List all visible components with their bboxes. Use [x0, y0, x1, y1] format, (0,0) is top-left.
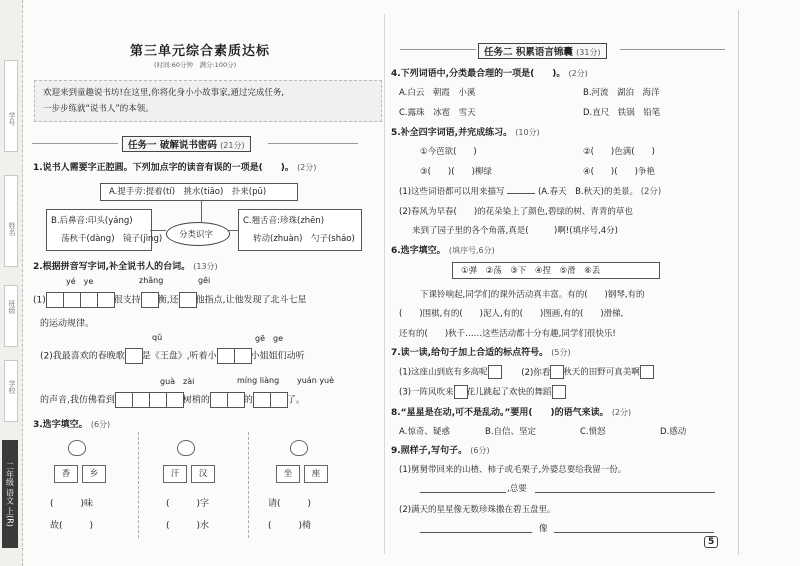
q2-text: 小姐姐们动听	[250, 351, 305, 362]
write-box[interactable]	[63, 292, 81, 308]
answer-line[interactable]	[420, 492, 506, 493]
q7-text: 秋天的田野可真美啊	[563, 367, 640, 378]
pinyin-hint: yé ye	[66, 277, 94, 286]
q7-line1	[399, 365, 653, 379]
question-3-text: 3.选字填空。	[33, 420, 88, 430]
write-box[interactable]	[141, 292, 159, 308]
intro-line: 欢迎来到童趣说书坊!在这里,你将化身小小故事家,通过完成任务,	[43, 88, 285, 98]
q7-text: (3)一阵风吹来	[399, 387, 454, 398]
option-c-line1: C.翘舌音:珍珠(zhēn)	[243, 216, 325, 226]
write-box[interactable]	[46, 292, 64, 308]
write-box[interactable]	[210, 392, 228, 408]
q7-text: (1)这座山到底有多高呢	[399, 367, 488, 378]
question-5-text: 5.补全四字词语,并完成练习。	[391, 128, 513, 138]
option-c-line2: 转动(zhuàn) 勺子(sháo)	[253, 234, 355, 244]
task2-name: 积累语言锦囊	[515, 47, 573, 58]
question-7-points: (5分)	[551, 348, 571, 357]
question-6-text: 6.选字填空。	[391, 246, 446, 256]
divider	[32, 143, 118, 144]
question-9-text: 9.照样子,写句子。	[391, 446, 468, 456]
q7-text: 花儿跳起了欢快的舞蹈	[466, 387, 552, 398]
char-card: 坐	[276, 465, 300, 483]
write-box[interactable]	[217, 348, 235, 364]
page-edge	[738, 10, 739, 555]
divider	[268, 143, 358, 144]
question-3	[33, 417, 110, 430]
option-a[interactable]: A.惊奇、疑惑	[399, 427, 450, 437]
q2-text: 是《王盘》,听着小	[141, 351, 217, 362]
char-card: 座	[304, 465, 328, 483]
page-number: 5	[704, 536, 718, 548]
pinyin-hint: guà zài	[160, 377, 195, 386]
q5-sub1	[399, 185, 661, 197]
answer-line[interactable]	[554, 532, 714, 533]
task2-points: (31分)	[576, 48, 601, 57]
q7-text: (2)你看	[521, 367, 551, 378]
group-divider	[248, 432, 249, 538]
char-card: 乡	[82, 465, 106, 483]
school-label: 学校	[8, 380, 16, 394]
q2-text: 树梢的	[182, 395, 210, 406]
q2-text: 衡,还	[157, 295, 179, 306]
write-box[interactable]	[132, 392, 150, 408]
q2-text: (1)	[33, 295, 46, 306]
pinyin-hint: qǔ	[152, 333, 163, 342]
q6-text: 还有的( )秋千……这些活动都十分有趣,同学们很快乐!	[399, 329, 616, 339]
task2-header	[478, 43, 607, 59]
char-card: 汉	[191, 465, 215, 483]
pinyin-hint: yuán yuè	[297, 376, 335, 385]
name-box[interactable]	[4, 175, 18, 267]
column-divider	[384, 14, 385, 554]
option-d[interactable]: D.感动	[660, 427, 687, 437]
task1-label: 任务一	[128, 140, 157, 151]
option-b-line1: B.后鼻音:印头(yáng)	[51, 216, 133, 226]
question-7	[391, 345, 571, 358]
question-8-points: (2分)	[611, 408, 632, 417]
idiom-blank[interactable]: ④( )( )争艳	[583, 167, 655, 177]
write-box[interactable]	[125, 348, 143, 364]
question-4	[391, 66, 588, 79]
chick-icon	[177, 440, 195, 456]
fill-blank[interactable]: ( )字	[166, 499, 210, 509]
q9-example: (2)满天的星星像无数珍珠撒在碧玉盘里。	[399, 505, 556, 515]
idiom-blank[interactable]: ③( )( )柳绿	[420, 167, 492, 177]
name-label: 姓名	[8, 222, 16, 236]
student-id-box[interactable]	[4, 60, 18, 152]
write-box[interactable]	[270, 392, 288, 408]
write-box[interactable]	[227, 392, 245, 408]
fill-blank[interactable]: 请( )	[268, 499, 312, 509]
pinyin-hint: gē ge	[255, 334, 283, 343]
q2-text: 他指点,让他发现了北斗七星	[195, 295, 307, 306]
char-card: 汗	[163, 465, 187, 483]
intro-box	[34, 80, 382, 122]
question-8	[391, 405, 631, 418]
center-label: 分类识字	[179, 230, 214, 240]
question-8-text: 8.“星星是在动,可不是乱动。”要用( )的语气来读。	[391, 408, 609, 418]
question-2-points: (13分)	[193, 262, 218, 271]
option-c-box[interactable]	[238, 209, 362, 251]
fill-blank[interactable]: 故( )	[50, 521, 94, 531]
divider	[400, 49, 476, 50]
option-b[interactable]: B.河流 湖泊 海洋	[583, 88, 660, 98]
answer-line[interactable]	[420, 532, 532, 533]
class-label: 班级	[8, 300, 16, 314]
fill-blank[interactable]: ( )椅	[268, 521, 312, 531]
question-3-points: (6分)	[90, 420, 111, 429]
group-divider	[138, 432, 139, 538]
question-4-points: (2分)	[568, 69, 588, 78]
write-box[interactable]	[253, 392, 271, 408]
question-1-points: (2分)	[297, 163, 317, 172]
q5-text: (A.春天 B.秋天)的美景。	[537, 187, 638, 197]
q2-text: (2)我最喜欢的春晚歌	[40, 351, 125, 362]
chick-icon	[290, 440, 308, 456]
question-6-points: (填序号,6分)	[448, 246, 495, 255]
chick-icon	[68, 440, 86, 456]
grade-tab: 二年级 语文 上(R)	[2, 440, 18, 548]
option-c[interactable]: C.愤怒	[580, 427, 606, 437]
word-bank	[452, 262, 660, 279]
task1-name: 破解说书密码	[159, 140, 217, 151]
answer-line[interactable]	[535, 492, 715, 493]
q2-text: 的	[243, 395, 253, 406]
option-c[interactable]: C.露珠 冰雹 雪天	[399, 108, 476, 118]
question-7-text: 7.读一读,给句子加上合适的标点符号。	[391, 348, 549, 358]
time-score-info: (时间:60分钟 满分:100分)	[154, 61, 237, 69]
q2-line1	[33, 292, 307, 308]
center-oval	[166, 222, 230, 246]
write-box[interactable]	[97, 292, 115, 308]
intro-line: 一步步练就“说书人”的本领。	[43, 104, 154, 114]
write-box[interactable]	[149, 392, 167, 408]
page-title: 第三单元综合素质达标	[130, 44, 271, 59]
divider	[620, 49, 725, 50]
option-a[interactable]: A.白云 朝霞 小溪	[399, 88, 476, 98]
write-box[interactable]	[234, 348, 252, 364]
question-5-points: (10分)	[515, 128, 540, 137]
question-9	[391, 443, 490, 456]
answer-line[interactable]	[507, 193, 535, 194]
task1-points: (21分)	[220, 141, 245, 150]
binding-strip	[0, 0, 23, 566]
class-box[interactable]	[4, 285, 18, 347]
q2-line3	[40, 392, 305, 408]
connector	[228, 230, 238, 231]
task1-header	[122, 136, 251, 152]
punct-box[interactable]	[552, 385, 566, 399]
write-box[interactable]	[166, 392, 184, 408]
question-1-text: 1.说书人需要字正腔圆。下列加点字的读音有误的一项是( )。	[33, 163, 294, 173]
q9-prompt: ,总要	[507, 484, 527, 494]
q2-text: 了。	[286, 395, 305, 406]
word-bank-options: ①弹 ②荡 ③下 ④捏 ⑤滑 ⑥丢	[461, 266, 601, 276]
punct-box[interactable]	[640, 365, 654, 379]
fill-blank[interactable]: ( )水	[166, 521, 210, 531]
question-2-text: 2.根据拼音写字词,补全说书人的台词。	[33, 262, 191, 272]
question-6	[391, 243, 495, 256]
char-card: 香	[54, 465, 78, 483]
q9-prompt: 像	[539, 524, 548, 534]
write-box[interactable]	[179, 292, 197, 308]
question-5	[391, 125, 540, 138]
q6-text: 下课铃响起,同学们的课外活动真丰富。有的( )钢琴,有的	[420, 290, 645, 300]
write-box[interactable]	[80, 292, 98, 308]
option-b[interactable]: B.自信、坚定	[485, 427, 537, 437]
q6-text: ( )围棋,有的( )泥人,有的( )图画,有的( )滑梯,	[399, 309, 624, 319]
q9-example: (1)舅舅带回来的山楂、柿子或毛栗子,外婆总要给我留一份。	[399, 465, 627, 475]
q2-line2	[40, 348, 305, 364]
option-b-box[interactable]	[46, 209, 163, 251]
fill-blank[interactable]: ( )味	[50, 499, 94, 509]
question-9-points: (6分)	[470, 446, 490, 455]
write-box[interactable]	[115, 392, 133, 408]
q5-points: (2分)	[640, 187, 662, 197]
student-id-label: 学号	[8, 112, 16, 126]
q5-text: (1)这些词语都可以用来描写	[399, 187, 505, 197]
option-d[interactable]: D.直尺 铁锅 铅笔	[583, 108, 661, 118]
pinyin-hint: zhǎng	[139, 276, 164, 285]
q2-text: 的声音,我仿佛看到	[40, 395, 115, 406]
question-2	[33, 259, 218, 272]
option-a-text: A.提手旁:提着(tí) 挑水(tiāo) 扑来(pū)	[109, 187, 267, 197]
idiom-blank[interactable]: ①今芭欲( )	[420, 147, 477, 157]
punct-box[interactable]	[488, 365, 502, 379]
question-1	[33, 160, 316, 173]
task2-label: 任务二	[484, 47, 513, 58]
pinyin-hint: gēi	[198, 276, 211, 285]
q5-text: 来到了园子里的各个角落,真是( )啊!(填序号,4分)	[412, 226, 618, 236]
punct-box[interactable]	[454, 385, 468, 399]
connector	[150, 230, 166, 231]
option-b-line2: 荡秋千(dàng) 镜子(jìng)	[61, 234, 163, 244]
q5-text: (2)春风为早春( )的花朵染上了颜色,碧绿的树、青青的草也	[399, 207, 633, 217]
q2-text: 的运动规律。	[40, 319, 95, 329]
connector	[201, 200, 202, 222]
pinyin-hint: míng liàng	[237, 376, 280, 385]
option-a-box[interactable]	[100, 183, 298, 201]
idiom-blank[interactable]: ②( )色满( )	[583, 147, 655, 157]
q7-line2	[399, 385, 565, 399]
question-4-text: 4.下列词语中,分类最合理的一项是( )。	[391, 69, 566, 79]
q2-text: 很支持	[113, 295, 141, 306]
